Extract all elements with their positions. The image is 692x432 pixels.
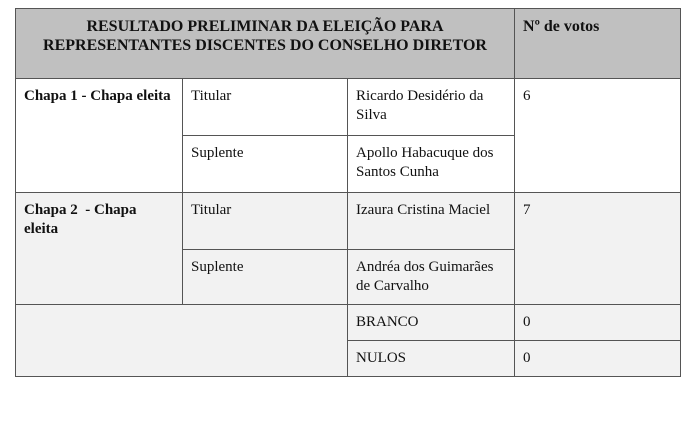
table-title: RESULTADO PRELIMINAR DA ELEIÇÃO PARA REPRESENTANTES DISCENTES DO CONSELHO DIRETOR <box>16 9 515 79</box>
slate-1-holder-role: Titular <box>183 79 348 136</box>
slate-2-substitute-role: Suplente <box>183 250 348 305</box>
slate-1-holder-row <box>16 79 681 136</box>
slate-2-holder-row <box>16 193 681 250</box>
election-results-table <box>15 8 681 377</box>
votes-column-header: Nº de votos <box>515 9 681 79</box>
slate-1-substitute-role: Suplente <box>183 136 348 193</box>
blank-votes: 0 <box>515 305 681 341</box>
null-label: NULOS <box>348 341 515 377</box>
empty-cell <box>16 305 348 377</box>
slate-1-holder-name: Ricardo Desidério da Silva <box>348 79 515 136</box>
blank-label: BRANCO <box>348 305 515 341</box>
blank-votes-row <box>16 305 681 341</box>
slate-2-substitute-name: Andréa dos Guimarães de Carvalho <box>348 250 515 305</box>
slate-2-holder-name: Izaura Cristina Maciel <box>348 193 515 250</box>
slate-1-substitute-name: Apollo Habacuque dos Santos Cunha <box>348 136 515 193</box>
header-row <box>16 9 681 79</box>
slate-2-holder-role: Titular <box>183 193 348 250</box>
slate-1-votes: 6 <box>515 79 681 193</box>
slate-2-name: Chapa 2 - Chapa eleita <box>16 193 183 305</box>
slate-2-votes: 7 <box>515 193 681 305</box>
slate-1-name: Chapa 1 - Chapa eleita <box>16 79 183 193</box>
null-votes: 0 <box>515 341 681 377</box>
